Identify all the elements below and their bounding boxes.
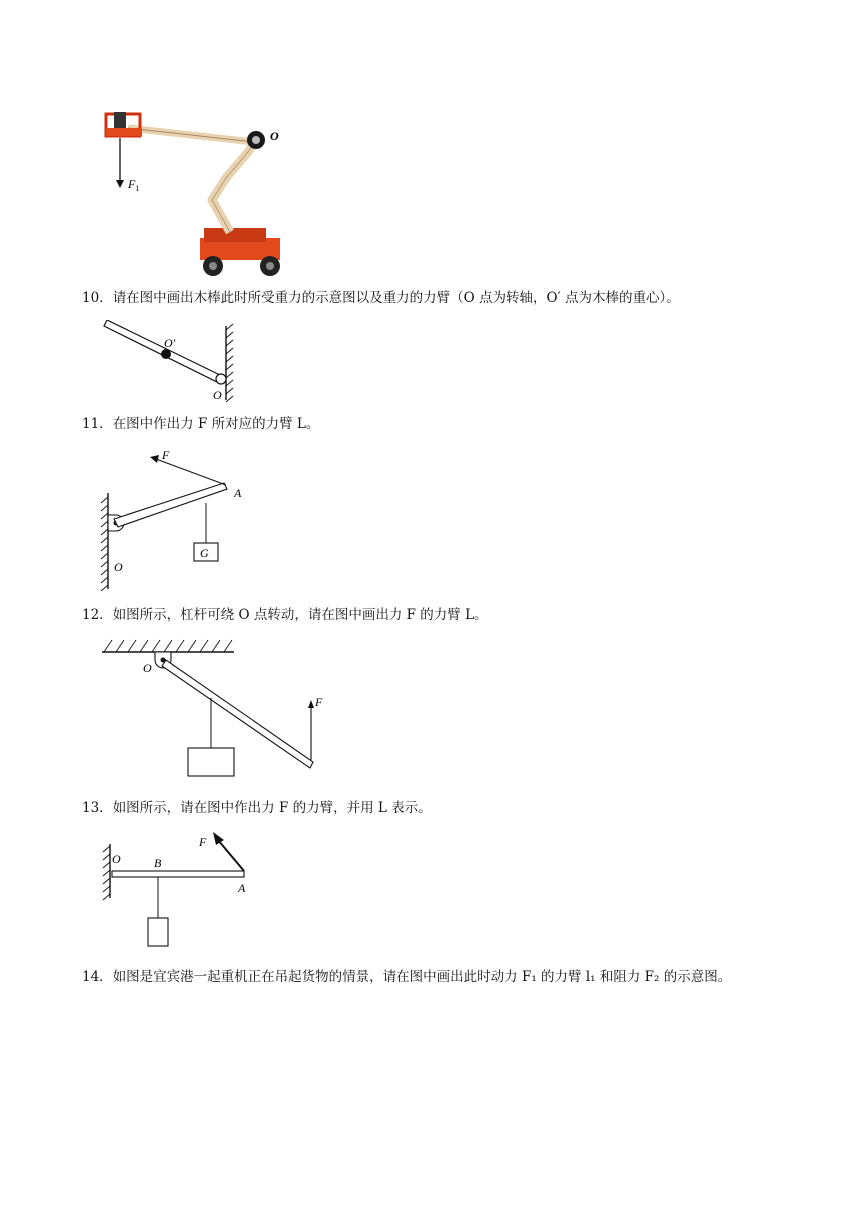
ceiling-lever-force-label: F	[315, 695, 323, 709]
question-11	[82, 415, 319, 433]
wall-lever-pivot-label: O	[114, 560, 123, 574]
horizontal-lever-figure	[98, 826, 258, 952]
stick-pivot	[216, 374, 226, 384]
question-10	[82, 289, 680, 307]
horizontal-lever-pivot-label: O	[112, 852, 121, 866]
question-text: 请在图中画出木棒此时所受重力的示意图以及重力的力臂（O 点为转轴，O′ 点为木棒的重心）。	[112, 290, 680, 306]
question-text: 在图中作出力 F 所对应的力臂 L。	[112, 416, 320, 432]
wall-lever-weight-label: G	[200, 546, 209, 560]
stick-pivot-label: O	[213, 388, 222, 402]
question-number: 14．	[82, 969, 113, 985]
question-text: 如图所示，请在图中作出力 F 的力臂，并用 L 表示。	[112, 800, 432, 816]
question-number: 11．	[82, 416, 113, 432]
wall-lever-force-arrow	[156, 459, 226, 485]
ceiling-lever-weight	[188, 748, 234, 776]
question-13	[82, 799, 432, 817]
question-text: 如图是宜宾港一起重机正在吊起货物的情景，请在图中画出此时动力 F₁ 的力臂 l₁ 和阻力 F₂ 的示意图。	[112, 969, 732, 985]
wall-lever-end-label: A	[234, 486, 242, 500]
lift-pivot-label: O	[270, 129, 279, 143]
horizontal-lever-force-arrow	[218, 840, 244, 871]
lift-boom	[212, 140, 256, 232]
horizontal-lever-rod	[112, 871, 244, 877]
ceiling-lever-pivot-label: O	[143, 661, 152, 675]
lift-force-label: $F_1$	[128, 177, 140, 193]
question-number: 10．	[82, 290, 113, 306]
stick-figure	[100, 320, 240, 402]
question-text: 如图所示，杠杆可绕 O 点转动，请在图中画出力 F 的力臂 L。	[112, 607, 488, 623]
horizontal-lever-force-label: F	[199, 835, 207, 849]
horizontal-lever-point-a-label: A	[238, 881, 246, 895]
wall-lever-rod	[114, 483, 227, 527]
question-14	[82, 968, 731, 986]
question-number: 12．	[82, 607, 113, 623]
stick-center-of-gravity	[161, 349, 171, 359]
wall-lever-figure	[96, 445, 256, 591]
question-number: 13．	[82, 800, 113, 816]
ceiling-lever-rod	[162, 660, 313, 768]
stick-center-label: O′	[164, 336, 176, 350]
horizontal-lever-weight	[148, 918, 168, 946]
horizontal-lever-point-b-label: B	[154, 856, 162, 870]
question-12	[82, 606, 488, 624]
ceiling-lever-figure	[100, 636, 336, 782]
crane-lift-figure	[100, 100, 290, 282]
wall-lever-force-label: F	[162, 448, 170, 462]
